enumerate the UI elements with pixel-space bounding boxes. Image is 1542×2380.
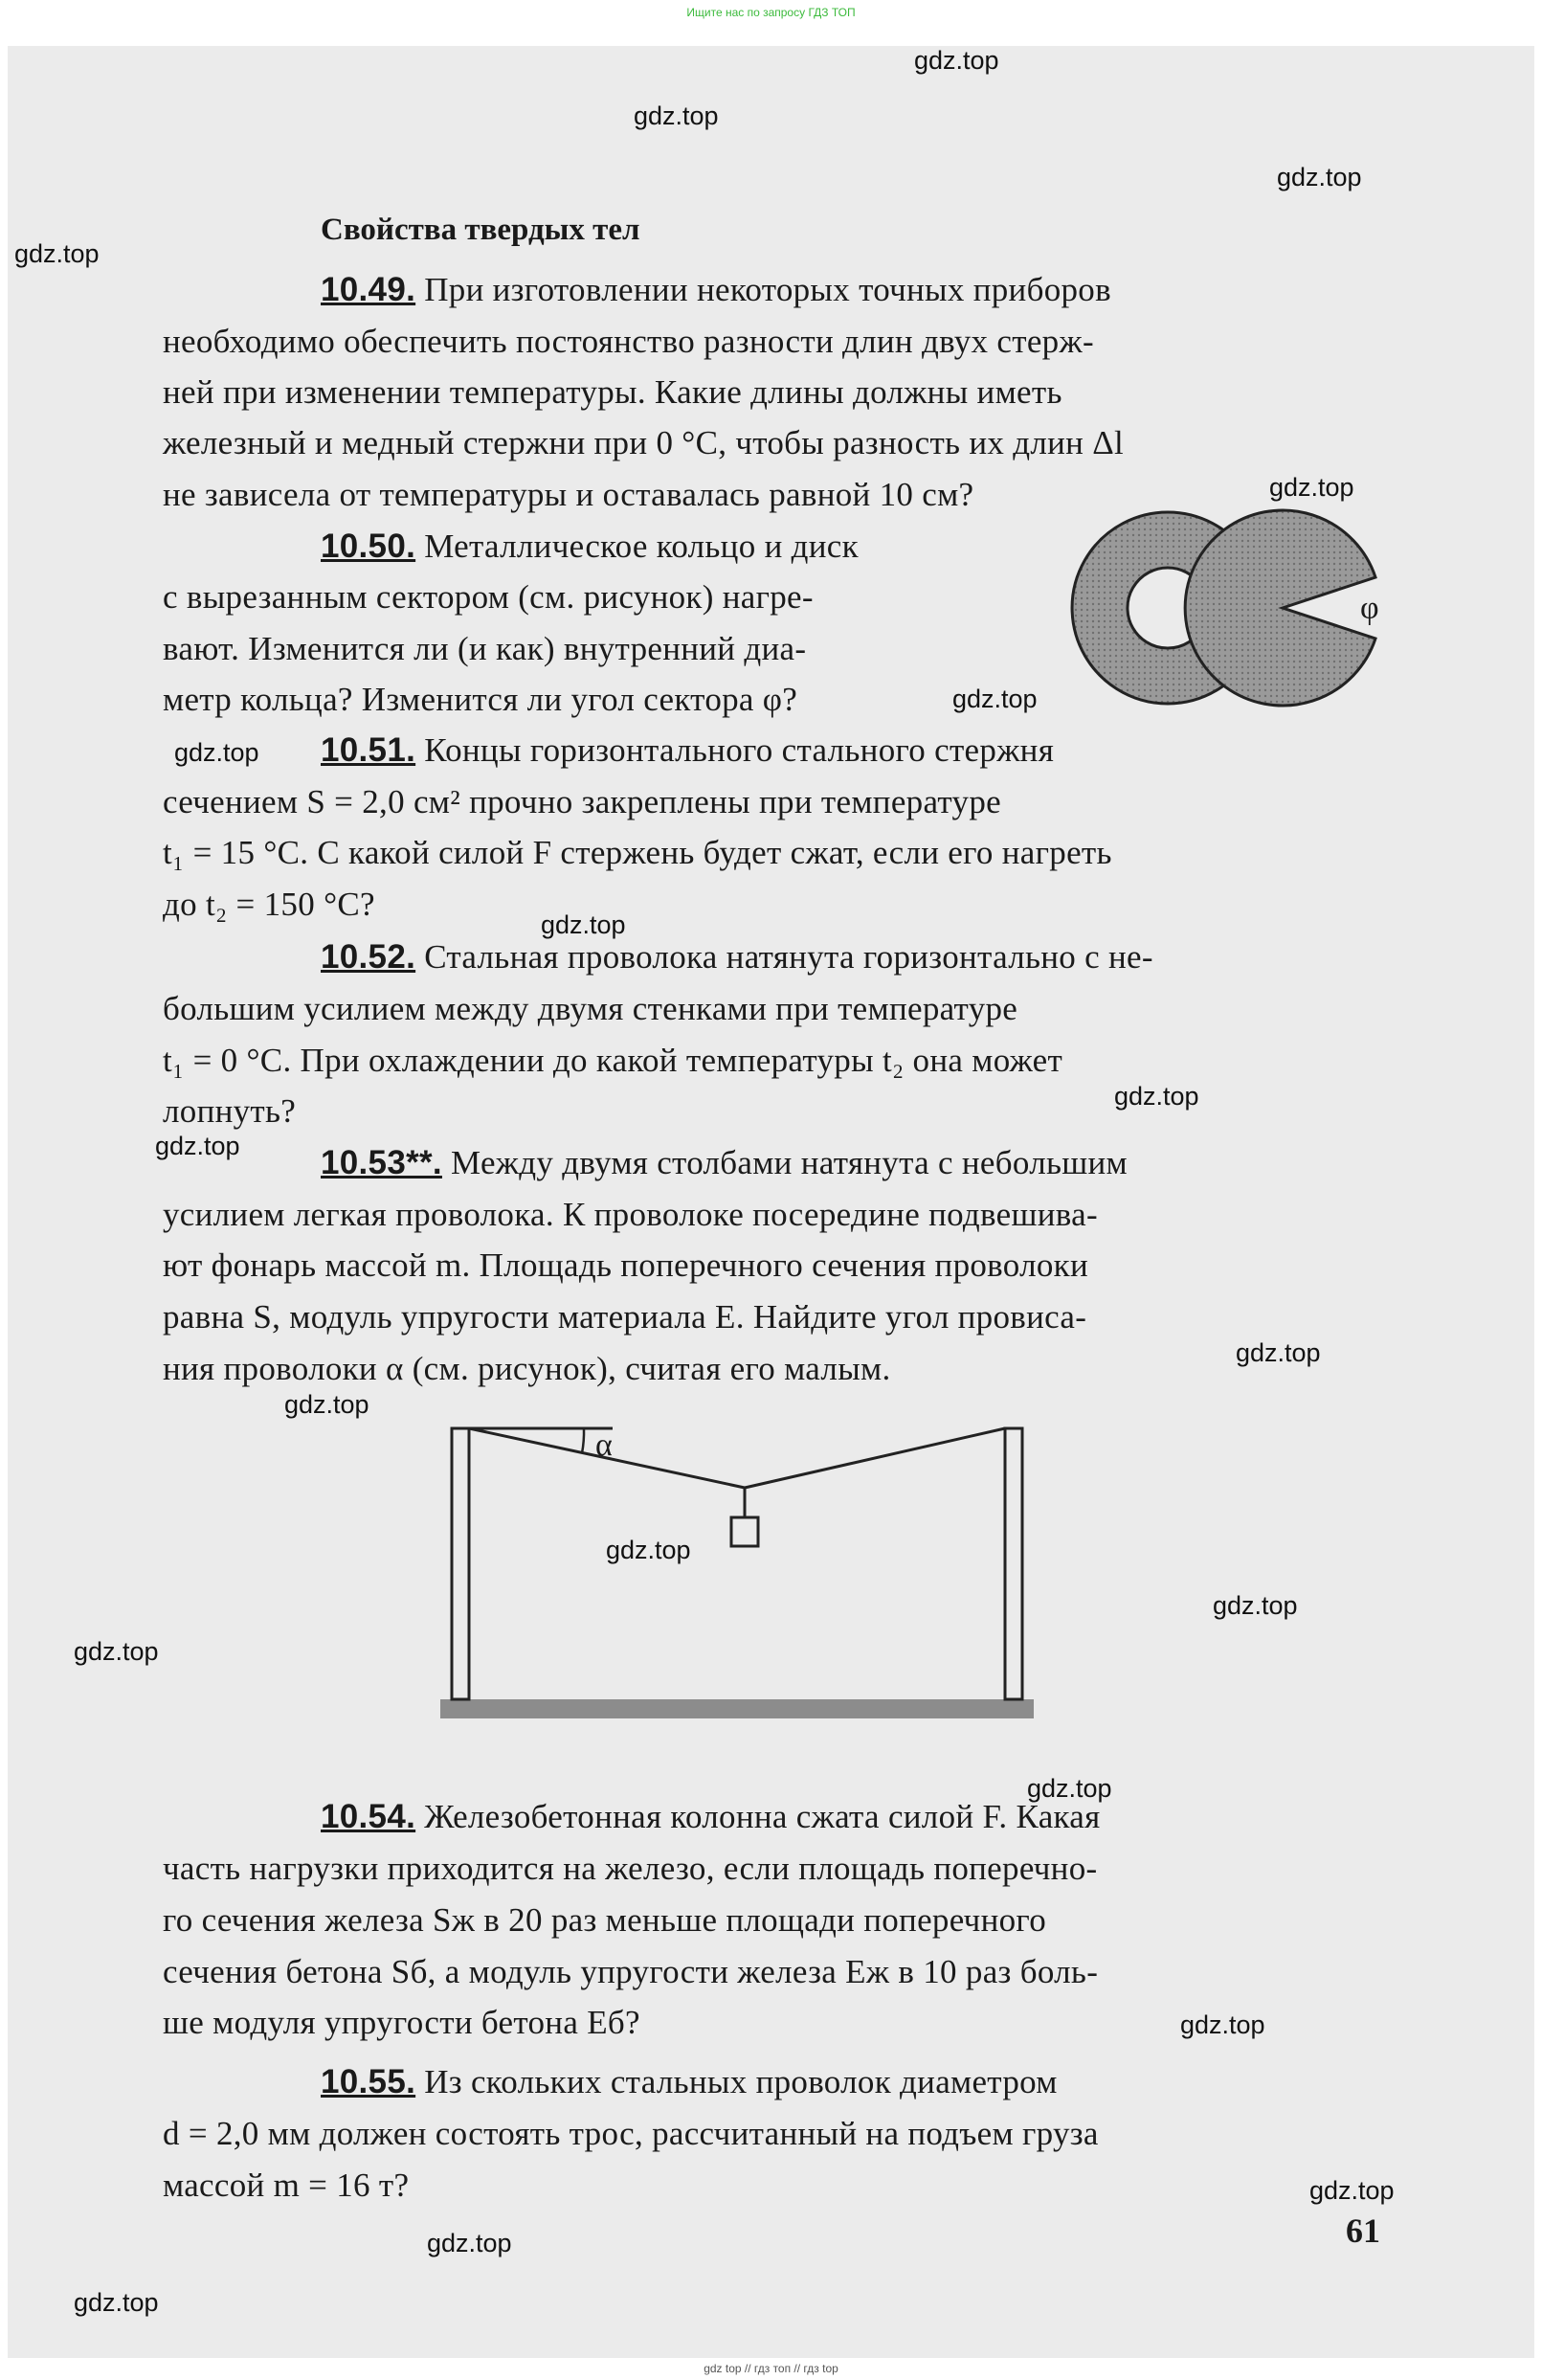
problem-text-line: t₁ = 15 °С. С какой силой F стержень будет сжат, если его нагреть <box>163 834 1112 871</box>
lantern <box>731 1517 758 1546</box>
watermark: gdz.top <box>1236 1338 1321 1367</box>
problem-text-line: t₁ = 0 °С. При охлаждении до какой температуры t₂ она может <box>163 1042 1063 1079</box>
watermark: gdz.top <box>606 1536 691 1564</box>
problem-text-line: массой m = 16 т? <box>163 2167 410 2204</box>
problem-number: 10.54. <box>321 1798 416 1835</box>
section-title: Свойства твердых тел <box>321 213 640 247</box>
phi-label: φ <box>1360 591 1379 626</box>
problem-text-line: не зависела от температуры и оставалась равной 10 см? <box>163 476 974 513</box>
alpha-arc <box>582 1428 584 1453</box>
problem-text-line: метр кольца? Изменится ли угол сектора φ? <box>163 681 798 718</box>
top-banner[interactable]: Ищите нас по запросу ГДЗ ТОП <box>686 6 856 19</box>
watermark: gdz.top <box>1269 473 1354 502</box>
problem-number: 10.51. <box>321 731 416 769</box>
watermark: gdz.top <box>155 1132 240 1160</box>
problem-text-line: равна S, модуль упругости материала E. Найдите угол провиса- <box>163 1298 1087 1336</box>
base-ground <box>440 1699 1034 1718</box>
problem-text-line: сечением S = 2,0 см² прочно закреплены при температуре <box>163 783 1001 820</box>
watermark: gdz.top <box>1114 1082 1199 1111</box>
page-number: 61 <box>1346 2212 1380 2250</box>
problem-number: 10.53**. <box>321 1144 442 1181</box>
problem-text-line: вают. Изменится ли (и как) внутренний диа- <box>163 630 807 667</box>
problem-10-53-line-1: 10.53**. Между двумя столбами натянута с небольшим <box>321 1144 1128 1181</box>
problem-10-52-line-1: 10.52. Стальная проволока натянута горизонтально с не- <box>321 938 1153 976</box>
problem-text-line: с вырезанным сектором (см. рисунок) нагре- <box>163 578 814 616</box>
watermark: gdz.top <box>284 1390 369 1419</box>
cut-disk <box>1185 510 1375 706</box>
problem-10-54-line-1: 10.54. Железобетонная колонна сжата силой F. Какая <box>321 1798 1101 1835</box>
lantern-on-wire-figure <box>431 1407 1043 1742</box>
watermark: gdz.top <box>14 239 100 268</box>
problem-text-line: большим усилием между двумя стенками при температуре <box>163 990 1018 1027</box>
watermark: gdz.top <box>1213 1591 1298 1620</box>
problem-number: 10.55. <box>321 2063 416 2100</box>
problem-text-line: до t₂ = 150 °С? <box>163 886 375 923</box>
bottom-banner[interactable]: gdz top // гдз топ // гдз top <box>704 2362 838 2375</box>
watermark: gdz.top <box>74 2288 159 2317</box>
problem-text-line: усилием легкая проволока. К проволоке посередине подвешива- <box>163 1196 1098 1233</box>
problem-10-51-line-1: 10.51. Концы горизонтального стального стержня <box>321 731 1055 769</box>
problem-text-line: d = 2,0 мм должен состоять трос, рассчитанный на подъем груза <box>163 2115 1099 2152</box>
problem-text-line: сечения бетона Sб, а модуль упругости железа Eж в 10 раз боль- <box>163 1953 1099 1990</box>
problem-text-line: го сечения железа Sж в 20 раз меньше площади поперечного <box>163 1901 1046 1939</box>
problem-10-49-line-1: 10.49. При изготовлении некоторых точных приборов <box>321 271 1111 308</box>
left-pole <box>452 1428 469 1699</box>
problem-text-line: лопнуть? <box>163 1092 297 1130</box>
problem-number: 10.50. <box>321 528 416 565</box>
watermark: gdz.top <box>174 738 259 767</box>
watermark: gdz.top <box>952 685 1038 713</box>
watermark: gdz.top <box>914 46 999 75</box>
problem-10-55-line-1: 10.55. Из скольких стальных проволок диаметром <box>321 2063 1058 2100</box>
problem-text-line: часть нагрузки приходится на железо, если площадь поперечно- <box>163 1850 1098 1887</box>
problem-number: 10.49. <box>321 271 416 308</box>
problem-text-line: ния проволоки α (см. рисунок), считая его малым. <box>163 1350 891 1387</box>
problem-text-line: ней при изменении температуры. Какие длины должны иметь <box>163 373 1062 411</box>
watermark: gdz.top <box>1309 2176 1395 2205</box>
ring-and-disk-figure <box>1067 498 1393 728</box>
watermark: gdz.top <box>1180 2010 1265 2039</box>
problem-text-line: необходимо обеспечить постоянство разности длин двух стерж- <box>163 323 1094 360</box>
right-pole <box>1005 1428 1022 1699</box>
problem-number: 10.52. <box>321 938 416 976</box>
watermark: gdz.top <box>74 1637 159 1666</box>
watermark: gdz.top <box>427 2229 512 2257</box>
problem-text-line: ют фонарь массой m. Площадь поперечного сечения проволоки <box>163 1246 1089 1284</box>
watermark: gdz.top <box>634 101 719 130</box>
problem-10-50-line-1: 10.50. Металлическое кольцо и диск <box>321 528 859 565</box>
problem-text-line: железный и медный стержни при 0 °С, чтобы разность их длин Δl <box>163 424 1125 461</box>
watermark: gdz.top <box>1027 1774 1112 1803</box>
watermark: gdz.top <box>541 910 626 939</box>
watermark: gdz.top <box>1277 163 1362 191</box>
wire-right <box>745 1428 1005 1488</box>
problem-text-line: ше модуля упругости бетона Eб? <box>163 2004 640 2041</box>
alpha-label: α <box>595 1427 613 1463</box>
